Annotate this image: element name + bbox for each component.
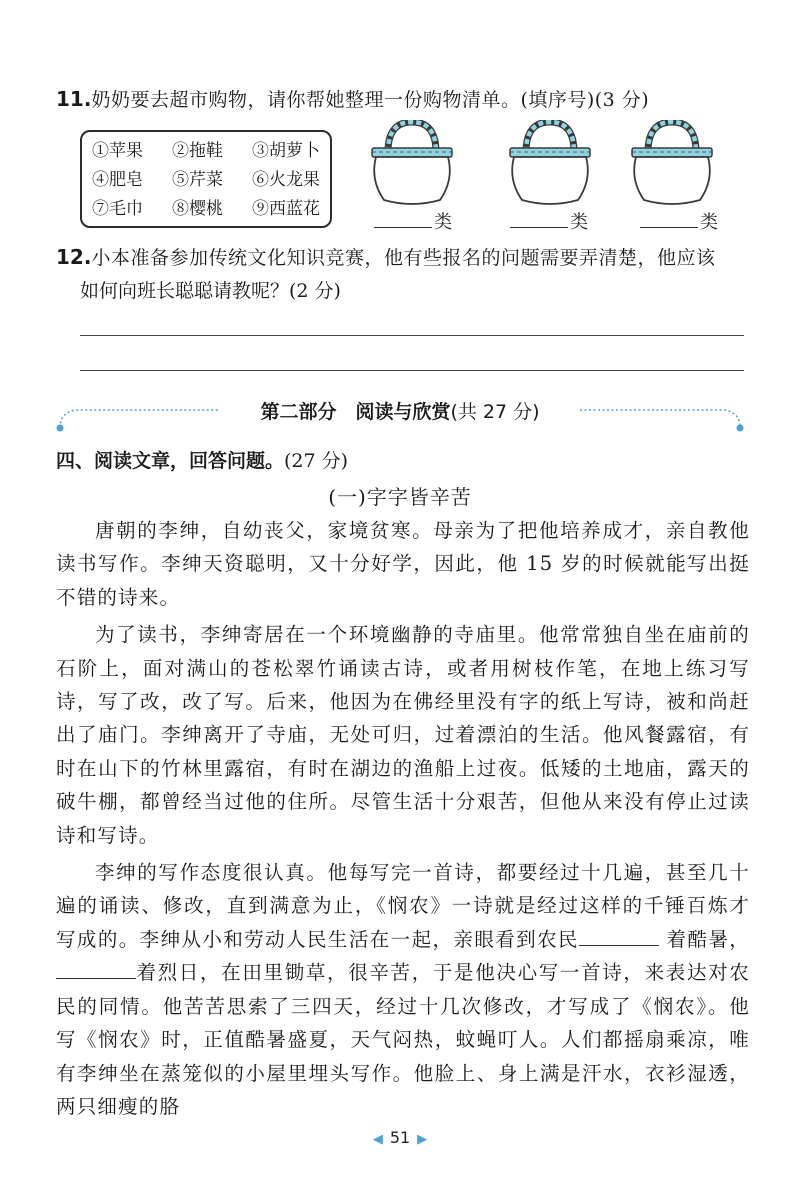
question-number: 12. <box>56 245 92 269</box>
answer-line[interactable] <box>80 335 744 336</box>
section-title: 第二部分 阅读与欣赏(共 27 分) <box>260 401 540 423</box>
question-12 <box>56 242 715 273</box>
question-text-line2: 如何向班长聪聪请教呢？(2 分) <box>80 280 341 302</box>
question-text: 小本准备参加传统文化知识竞赛，他有些报名的问题需要弄清楚，他应该 <box>91 247 716 269</box>
list-item: ⑧樱桃 <box>172 199 223 219</box>
story-body <box>56 514 750 1127</box>
list-item: ⑤芹菜 <box>172 170 223 190</box>
paragraph: 李绅的写作态度很认真。他每写完一首诗，都要经过十几遍，甚至几十遍的诵读、修改，直到满意为止，《悯农》一诗就是经过这样的千锤百炼才写成的。李绅从小和劳动人民生活在一起，亲眼看到农民 着酷暑，着烈日，在田里锄草，很辛苦，于是他决心写一首诗，来表达对农民的同情。他苦苦思索了三四天，经过十几次修改，才写成了《悯农》。他写《悯农》时，正值酷暑盛夏，天气闷热，蚊蝇叮人。人们都摇扇乘凉，唯有李绅坐在蒸笼似的小屋里埋头写作。他脸上、身上满是汗水，衣衫湿透，两只细瘦的胳 <box>56 861 750 1118</box>
arrow-right-icon: ▶ <box>417 1132 428 1147</box>
list-item: ⑦毛巾 <box>92 199 143 219</box>
paragraph: 为了读书，李绅寄居在一个环境幽静的寺庙里。他常常独自坐在庙前的石阶上，面对满山的苍松翠竹诵读古诗，或者用树枝作笔，在地上练习写诗，写了改，改了写。后来，他因为在佛经里没有字的纸上写诗，被和尚赶出了庙门。李绅离开了寺庙，无处可归，过着漂泊的生活。他风餐露宿，有时在山下的竹林里露宿，有时在湖边的渔船上过夜。低矮的土地庙，露天的破牛棚，都曾经当过他的住所。尽管生活十分艰苦，但他从来没有停止过读诗和写诗。 <box>56 623 750 847</box>
page-footer <box>0 1128 800 1147</box>
category-blank[interactable]: 类 <box>374 208 452 234</box>
question-number: 11. <box>56 87 92 111</box>
arrow-left-icon: ◀ <box>372 1132 383 1147</box>
answer-line[interactable] <box>80 370 744 371</box>
category-blank[interactable]: 类 <box>510 208 588 234</box>
basket-icon <box>366 120 458 210</box>
list-item: ⑥火龙果 <box>252 170 320 190</box>
part-heading: 四、阅读文章，回答问题。(27 分) <box>56 450 349 472</box>
question-text: 奶奶要去超市购物，请你帮她整理一份购物清单。(填序号)(3 分) <box>91 89 650 111</box>
question-11 <box>56 84 649 115</box>
list-item: ⑨西蓝花 <box>252 199 320 219</box>
story-title: (一)字字皆辛苦 <box>328 485 472 509</box>
category-blank[interactable]: 类 <box>640 208 718 234</box>
list-item: ②拖鞋 <box>172 141 223 161</box>
page-number: 51 <box>389 1128 411 1147</box>
fill-blank[interactable] <box>579 925 659 946</box>
list-item: ④肥皂 <box>92 170 143 190</box>
list-item: ①苹果 <box>92 141 143 161</box>
basket-icon <box>504 120 596 210</box>
basket-icon <box>626 120 718 210</box>
paragraph: 唐朝的李绅，自幼丧父，家境贫寒。母亲为了把他培养成才，亲自教他读书写作。李绅天资聪明，又十分好学，因此，他 15 岁的时候就能写出挺不错的诗来。 <box>56 519 750 609</box>
fill-blank[interactable] <box>56 958 136 979</box>
list-item: ③胡萝卜 <box>252 141 320 161</box>
item-list-box <box>80 130 332 228</box>
